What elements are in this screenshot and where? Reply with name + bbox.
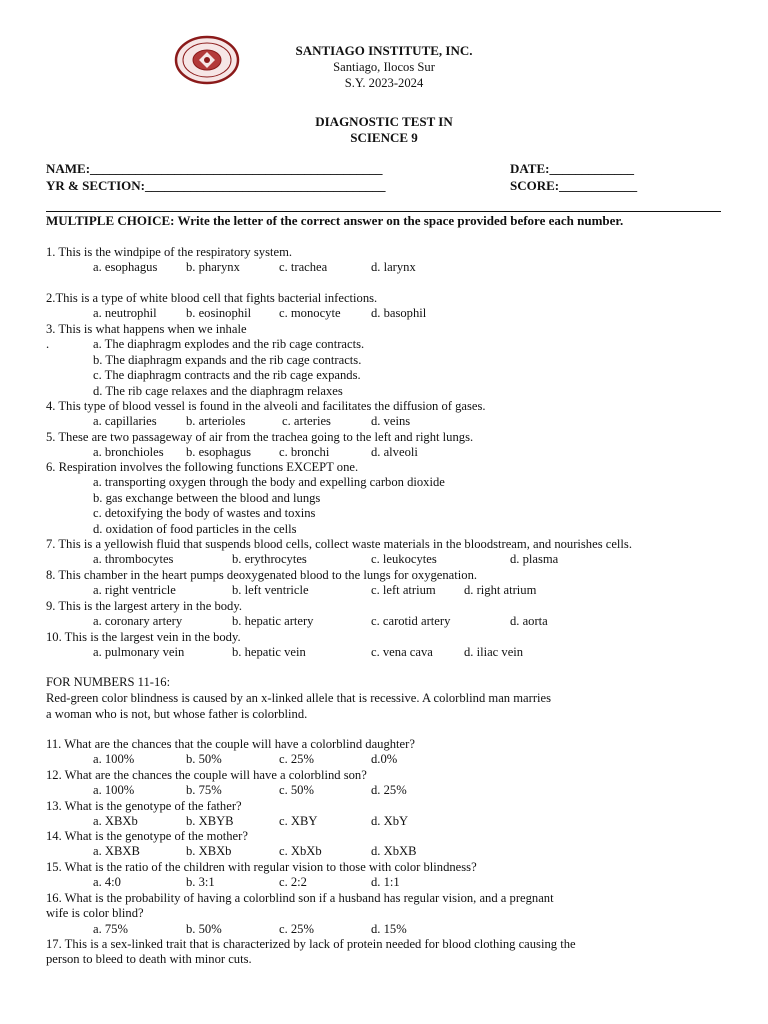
question-1-option: b. pharynx bbox=[186, 260, 240, 275]
question-12: 12. What are the chances the couple will have a colorblind son? bbox=[46, 768, 367, 782]
question-13-option: d. XbY bbox=[371, 814, 409, 829]
question-9: 9. This is the largest artery in the body. bbox=[46, 599, 242, 613]
question-5-option: d. alveoli bbox=[371, 445, 418, 460]
test-title bbox=[0, 114, 768, 146]
instructions: MULTIPLE CHOICE: Write the letter of the correct answer on the space provided before each number. bbox=[46, 213, 624, 228]
question-1: 1. This is the windpipe of the respiratory system. bbox=[46, 245, 293, 259]
question-4-option: c. arteries bbox=[282, 414, 331, 429]
question-11-option: a. 100% bbox=[93, 752, 135, 767]
question-9-option: a. coronary artery bbox=[93, 614, 183, 629]
question-11-option: c. 25% bbox=[279, 752, 314, 767]
question-17: 17. This is a sex-linked trait that is characterized by lack of protein needed for blood clothing causing the bbox=[46, 937, 576, 951]
question-14-option: b. XBXb bbox=[186, 844, 232, 859]
question-4: 4. This type of blood vessel is found in the alveoli and facilitates the diffusion of gases. bbox=[46, 399, 486, 413]
question-4-option: b. arterioles bbox=[186, 414, 246, 429]
divider bbox=[46, 211, 721, 212]
question-16: 16. What is the probability of having a colorblind son if a husband has regular vision, and a pregnant bbox=[46, 891, 554, 905]
question-11-option: d.0% bbox=[371, 752, 398, 767]
question-2: 2.This is a type of white blood cell that fights bacterial infections. bbox=[46, 291, 378, 305]
question-6-option: a. transporting oxygen through the body and expelling carbon dioxide bbox=[93, 475, 445, 490]
scenario-text: a woman who is not, but whose father is colorblind. bbox=[46, 707, 308, 721]
question-10: 10. This is the largest vein in the body. bbox=[46, 630, 241, 644]
question-8-option: c. left atrium bbox=[371, 583, 436, 598]
question-7-option: c. leukocytes bbox=[371, 552, 437, 567]
question-5-option: c. bronchi bbox=[279, 445, 330, 460]
question-10-option: d. iliac vein bbox=[464, 645, 524, 660]
name-field[interactable]: NAME:_____________________________________________ bbox=[46, 161, 383, 176]
question-11-option: b. 50% bbox=[186, 752, 222, 767]
question-7-option: a. thrombocytes bbox=[93, 552, 174, 567]
question-13-option: a. XBXb bbox=[93, 814, 138, 829]
question-12-option: c. 50% bbox=[279, 783, 314, 798]
question-8-option: a. right ventricle bbox=[93, 583, 176, 598]
question-15: 15. What is the ratio of the children with regular vision to those with color blindness? bbox=[46, 860, 477, 874]
school-name: SANTIAGO INSTITUTE, INC. bbox=[295, 43, 473, 58]
question-6-option: d. oxidation of food particles in the cells bbox=[93, 521, 297, 536]
question-4-option: a. capillaries bbox=[93, 414, 157, 429]
question-15-option: d. 1:1 bbox=[371, 875, 400, 890]
question-3: 3. This is what happens when we inhale bbox=[46, 322, 247, 336]
question-2-option: a. neutrophil bbox=[93, 306, 157, 321]
question-10-option: a. pulmonary vein bbox=[93, 645, 185, 660]
stray-mark: . bbox=[46, 337, 50, 352]
school-address: Santiago, Ilocos Sur bbox=[333, 60, 435, 74]
question-3-option: b. The diaphragm expands and the rib cage contracts. bbox=[93, 352, 362, 367]
question-5-option: b. esophagus bbox=[186, 445, 252, 460]
scenario-heading: FOR NUMBERS 11-16: bbox=[46, 675, 171, 689]
question-3-option: a. The diaphragm explodes and the rib cage contracts. bbox=[93, 337, 365, 352]
question-2-option: d. basophil bbox=[371, 306, 427, 321]
question-1-option: a. esophagus bbox=[93, 260, 158, 275]
question-14-option: a. XBXB bbox=[93, 844, 140, 859]
date-field[interactable]: DATE:_____________ bbox=[510, 161, 634, 176]
question-9-option: d. aorta bbox=[510, 614, 548, 629]
school-year: S.Y. 2023-2024 bbox=[344, 76, 424, 90]
question-13-option: c. XBY bbox=[279, 814, 318, 829]
question-15-option: a. 4:0 bbox=[93, 875, 121, 890]
scenario-text: Red-green color blindness is caused by an x-linked allele that is recessive. A colorblind man marries bbox=[46, 691, 552, 705]
title-line-1: DIAGNOSTIC TEST IN bbox=[315, 114, 453, 129]
question-16-option: d. 15% bbox=[371, 921, 407, 936]
question-8-option: d. right atrium bbox=[464, 583, 537, 598]
question-14-option: d. XbXB bbox=[371, 844, 417, 859]
question-2-option: c. monocyte bbox=[279, 306, 341, 321]
question-17-cont: person to bleed to death with minor cuts. bbox=[46, 952, 252, 967]
question-12-option: a. 100% bbox=[93, 783, 135, 798]
question-6-option: b. gas exchange between the blood and lungs bbox=[93, 490, 321, 505]
question-12-option: d. 25% bbox=[371, 783, 407, 798]
question-1-option: d. larynx bbox=[371, 260, 416, 275]
question-15-option: b. 3:1 bbox=[186, 875, 215, 890]
question-16-option: a. 75% bbox=[93, 921, 128, 936]
question-7-option: b. erythrocytes bbox=[232, 552, 307, 567]
title-line-2: SCIENCE 9 bbox=[350, 130, 418, 145]
question-11: 11. What are the chances that the couple will have a colorblind daughter? bbox=[46, 737, 415, 751]
question-16-option: b. 50% bbox=[186, 921, 222, 936]
question-9-option: c. carotid artery bbox=[371, 614, 451, 629]
yr-section-field[interactable]: YR & SECTION:_____________________________________ bbox=[46, 178, 386, 193]
question-9-option: b. hepatic artery bbox=[232, 614, 314, 629]
question-1-option: c. trachea bbox=[279, 260, 328, 275]
question-13-option: b. XBYB bbox=[186, 814, 234, 829]
question-6: 6. Respiration involves the following functions EXCEPT one. bbox=[46, 460, 359, 474]
question-7: 7. This is a yellowish fluid that suspends blood cells, collect waste materials in the bloodstream, and nourishes cells. bbox=[46, 537, 632, 551]
question-10-option: b. hepatic vein bbox=[232, 645, 306, 660]
question-6-option: c. detoxifying the body of wastes and toxins bbox=[93, 506, 316, 521]
question-14: 14. What is the genotype of the mother? bbox=[46, 829, 248, 843]
question-10-option: c. vena cava bbox=[371, 645, 433, 660]
question-5: 5. These are two passageway of air from the trachea going to the left and right lungs. bbox=[46, 430, 474, 444]
question-8: 8. This chamber in the heart pumps deoxygenated blood to the lungs for oxygenation. bbox=[46, 568, 478, 582]
question-16-option: c. 25% bbox=[279, 921, 314, 936]
question-8-option: b. left ventricle bbox=[232, 583, 309, 598]
question-14-option: c. XbXb bbox=[279, 844, 322, 859]
question-5-option: a. bronchioles bbox=[93, 445, 164, 460]
question-4-option: d. veins bbox=[371, 414, 411, 429]
question-13: 13. What is the genotype of the father? bbox=[46, 799, 242, 813]
question-16-cont: wife is color blind? bbox=[46, 906, 144, 921]
question-3-option: d. The rib cage relaxes and the diaphragm relaxes bbox=[93, 383, 343, 398]
score-field[interactable]: SCORE:____________ bbox=[510, 178, 638, 193]
question-7-option: d. plasma bbox=[510, 552, 559, 567]
question-3-option: c. The diaphragm contracts and the rib cage expands. bbox=[93, 368, 361, 383]
question-15-option: c. 2:2 bbox=[279, 875, 307, 890]
question-12-option: b. 75% bbox=[186, 783, 222, 798]
question-2-option: b. eosinophil bbox=[186, 306, 252, 321]
